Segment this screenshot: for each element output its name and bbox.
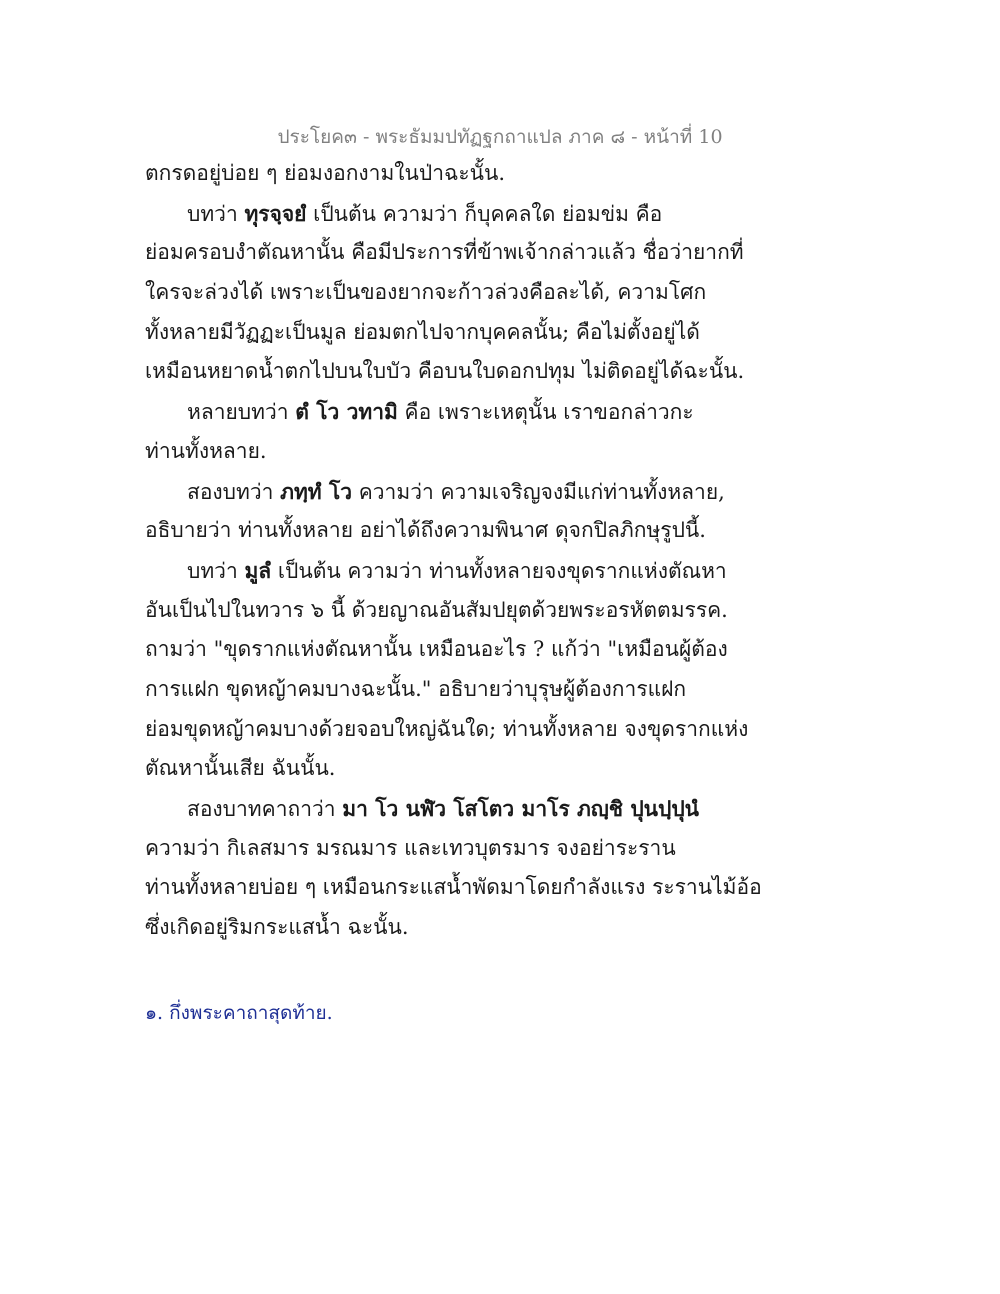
text-run: อธิบายว่า ท่านทั้งหลาย อย่าได้ถึงความพินาศ ดุจกปิลภิกษุรูปนี้.: [145, 518, 706, 543]
text-line: [145, 908, 745, 948]
text-run: ทั้งหลายมีวัฏฏะเป็นมูล ย่อมตกไปจากบุคคลนั้น; คือไม่ตั้งอยู่ได้: [145, 319, 700, 344]
text-line: [145, 472, 745, 512]
text-run: อันเป็นไปในทวาร ๖ นี้ ด้วยญาณอันสัมปยุตด้วยพระอรหัตตมรรค.: [145, 597, 728, 622]
text-line: [145, 868, 762, 908]
text-run: ใครจะล่วงได้ เพราะเป็นของยากจะก้าวล่วงคือละได้, ความโศก: [145, 280, 707, 305]
text-line: [145, 829, 745, 869]
text-line: [145, 313, 745, 353]
text-run: ตัณหานั้นเสีย ฉันนั้น.: [145, 756, 336, 781]
text-run: ความว่า กิเลสมาร มรณมาร และเทวบุตรมาร จงอย่าระราน: [145, 835, 676, 860]
text-run: เป็นต้น ความว่า ท่านทั้งหลายจงขุดรากแห่งตัณหา: [271, 558, 727, 583]
text-line: [145, 233, 745, 273]
text-run: บทว่า: [187, 201, 245, 226]
text-line: [145, 551, 745, 591]
pali-term: ภทฺทํ โว: [280, 478, 353, 504]
text-run: ตกรดอยู่บ่อย ๆ ย่อมงอกงามในป่าฉะนั้น.: [145, 161, 505, 185]
text-run: ความว่า ความเจริญจงมีแก่ท่านทั้งหลาย,: [352, 479, 725, 504]
text-run: ซึ่งเกิดอยู่ริมกระแสน้ำ ฉะนั้น.: [145, 915, 409, 940]
text-run: การแฝก ขุดหญ้าคมบางฉะนั้น." อธิบายว่าบุรุษผู้ต้องการแฝก: [145, 676, 687, 701]
body-text: [145, 154, 762, 948]
text-run: เป็นต้น ความว่า ก็บุคคลใด ย่อมข่ม คือ: [306, 201, 663, 226]
text-run: หลายบทว่า: [187, 400, 296, 425]
pali-term: มูลํ: [244, 557, 272, 583]
text-line: [145, 154, 745, 194]
pali-term: ทุรจฺจยํ: [244, 200, 307, 226]
text-line: [145, 670, 745, 710]
text-run: บทว่า: [187, 558, 245, 583]
text-line: [145, 511, 745, 551]
footnote: ๑. กึ่งพระคาถาสุดท้าย.: [145, 1002, 333, 1024]
text-line: [145, 789, 745, 829]
text-run: ย่อมครอบงำตัณหานั้น คือมีประการที่ข้าพเจ้ากล่าวแล้ว ชื่อว่ายากที่: [145, 240, 744, 265]
text-run: ถามว่า "ขุดรากแห่งตัณหานั้น เหมือนอะไร ? แก้ว่า "เหมือนผู้ต้อง: [145, 637, 728, 662]
pali-term: ตํ โว วทามิ: [295, 399, 398, 425]
text-line: [145, 630, 745, 670]
text-run: ย่อมขุดหญ้าคมบางด้วยจอบใหญ่ฉันใด; ท่านทั้งหลาย จงขุดรากแห่ง: [145, 716, 749, 741]
text-run: เหมือนหยาดน้ำตกไปบนใบบัว คือบนใบดอกปทุม ไม่ติดอยู่ได้ฉะนั้น.: [145, 359, 745, 384]
text-run: ท่านทั้งหลาย.: [145, 438, 267, 463]
text-line: [145, 710, 749, 750]
text-line: [145, 749, 745, 789]
text-run: สองบาทคาถาว่า: [187, 797, 343, 821]
text-run: ท่านทั้งหลายบ่อย ๆ เหมือนกระแสน้ำพัดมาโดยกำลังแรง ระรานไม้อ้อ: [145, 875, 762, 900]
text-line: [145, 273, 745, 313]
text-run: คือ เพราะเหตุนั้น เราขอกล่าวกะ: [397, 400, 694, 425]
running-header: ประโยค๓ - พระธัมมปทัฏฐกถาแปล ภาค ๘ - หน้าที่ 10: [277, 126, 723, 148]
text-line: [145, 591, 745, 631]
text-run: สองบทว่า: [187, 479, 281, 504]
text-line: [145, 392, 745, 432]
text-line: [145, 432, 745, 472]
pali-term: มา โว นฬํว โสโตว มาโร ภญฺชิ ปุนปฺปุนํ: [342, 796, 700, 821]
text-line: [145, 194, 745, 234]
text-line: [145, 352, 745, 392]
